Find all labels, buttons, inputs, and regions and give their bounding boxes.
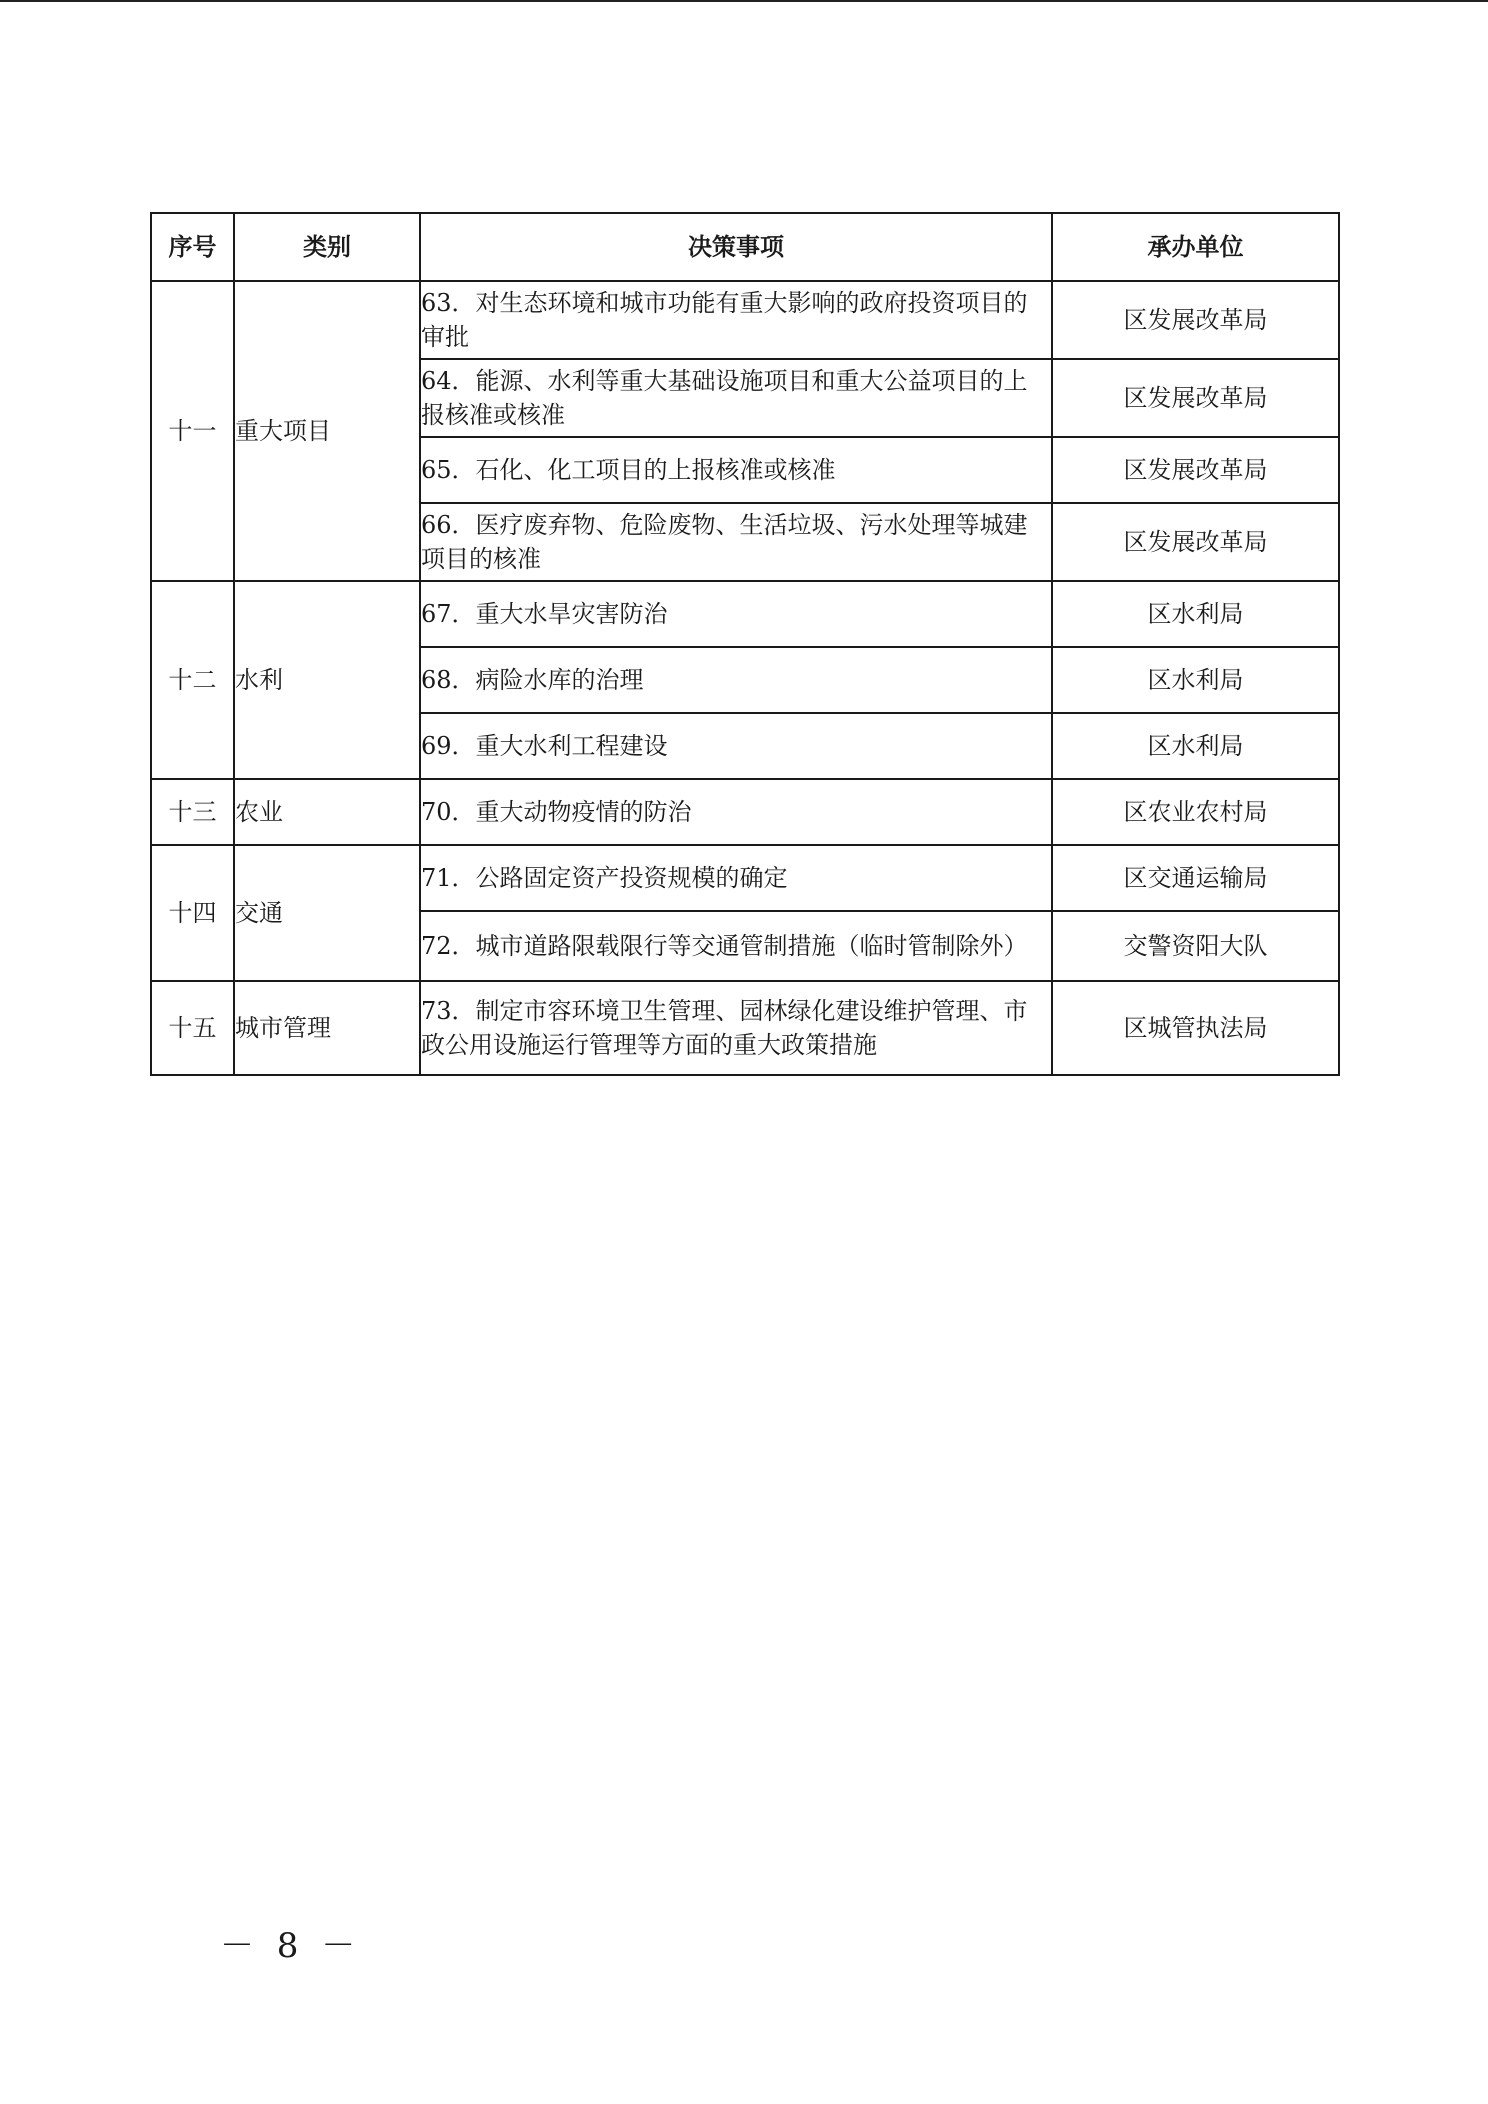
decision-item: 64．能源、水利等重大基础设施项目和重大公益项目的上报核准或核准 xyxy=(420,359,1052,437)
group-num: 十二 xyxy=(151,581,234,779)
group-category: 重大项目 xyxy=(234,281,420,581)
top-border-line xyxy=(0,0,1488,2)
table-row xyxy=(151,581,1339,647)
header-item: 决策事项 xyxy=(420,213,1052,281)
group-num: 十四 xyxy=(151,845,234,981)
group-category: 水利 xyxy=(234,581,420,779)
decision-item: 63．对生态环境和城市功能有重大影响的政府投资项目的审批 xyxy=(420,281,1052,359)
responsible-unit: 区发展改革局 xyxy=(1052,359,1339,437)
group-num: 十三 xyxy=(151,779,234,845)
decision-item: 66．医疗废弃物、危险废物、生活垃圾、污水处理等城建项目的核准 xyxy=(420,503,1052,581)
header-category: 类别 xyxy=(234,213,420,281)
header-unit: 承办单位 xyxy=(1052,213,1339,281)
responsible-unit: 区发展改革局 xyxy=(1052,503,1339,581)
decision-item: 69．重大水利工程建设 xyxy=(420,713,1052,779)
decision-items-table xyxy=(150,212,1340,1076)
responsible-unit: 区水利局 xyxy=(1052,581,1339,647)
responsible-unit: 区水利局 xyxy=(1052,647,1339,713)
header-num: 序号 xyxy=(151,213,234,281)
group-category: 城市管理 xyxy=(234,981,420,1075)
responsible-unit: 区发展改革局 xyxy=(1052,281,1339,359)
decision-item: 73．制定市容环境卫生管理、园林绿化建设维护管理、市政公用设施运行管理等方面的重大政策措施 xyxy=(420,981,1052,1075)
responsible-unit: 区城管执法局 xyxy=(1052,981,1339,1075)
table-header-row xyxy=(151,213,1339,281)
group-num: 十五 xyxy=(151,981,234,1075)
decision-item: 65．石化、化工项目的上报核准或核准 xyxy=(420,437,1052,503)
decision-item: 68．病险水库的治理 xyxy=(420,647,1052,713)
table-row xyxy=(151,845,1339,911)
decision-item: 70．重大动物疫情的防治 xyxy=(420,779,1052,845)
decision-item: 67．重大水旱灾害防治 xyxy=(420,581,1052,647)
responsible-unit: 交警资阳大队 xyxy=(1052,911,1339,981)
responsible-unit: 区交通运输局 xyxy=(1052,845,1339,911)
table-row xyxy=(151,281,1339,359)
responsible-unit: 区发展改革局 xyxy=(1052,437,1339,503)
decision-item: 72．城市道路限载限行等交通管制措施（临时管制除外） xyxy=(420,911,1052,981)
responsible-unit: 区农业农村局 xyxy=(1052,779,1339,845)
responsible-unit: 区水利局 xyxy=(1052,713,1339,779)
table-row xyxy=(151,779,1339,845)
group-num: 十一 xyxy=(151,281,234,581)
group-category: 农业 xyxy=(234,779,420,845)
table-row xyxy=(151,981,1339,1075)
decision-item: 71．公路固定资产投资规模的确定 xyxy=(420,845,1052,911)
group-category: 交通 xyxy=(234,845,420,981)
page-number: － 8 － xyxy=(220,1926,362,1966)
